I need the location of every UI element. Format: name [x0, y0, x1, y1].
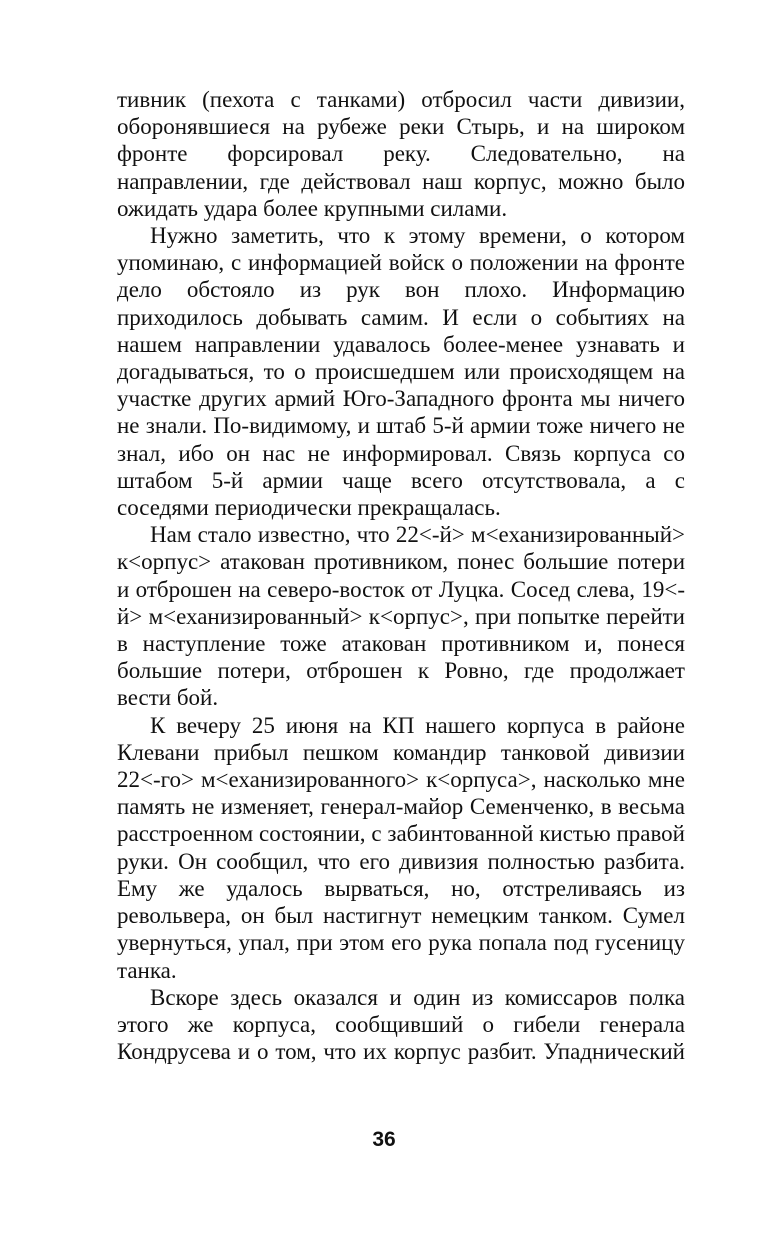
page-number: 36 — [372, 1128, 396, 1151]
paragraph-2: Нужно заметить, что к этому времени, о котором упоминаю, с информацией войск о положении на фронте дело обстояло из рук вон плохо. Информацию приходилось добывать самим. И если о событиях на нашем направлении удавалось более-менее узнавать и догадываться, то о происшедшем или происходящем на участке других армий Юго-Западного фронта мы ничего не знали. По-видимому, и штаб 5-й армии тоже ничего не знал, ибо он нас не информировал. Связь корпуса со штабом 5-й армии чаще всего отсутствовала, а с соседями периодически прекращалась. — [117, 223, 685, 521]
paragraph-1: тивник (пехота с танками) отбросил части дивизии, оборонявшиеся на рубеже реки Стырь, и на широком фронте форсировал реку. Следовательно, на направлении, где действовал наш корпус, можно было ожидать удара более крупными силами. — [117, 87, 685, 221]
body-text — [117, 86, 685, 1065]
paragraph-3: Нам стало известно, что 22<-й> м<еханизированный> к<орпус> атакован противником, понес большие потери и отброшен на северо-восток от Луцка. Сосед слева, 19<-й> м<еханизированный> к<орпус>, при попытке перейти в наступление тоже атакован противником и, понеся большие потери, отброшен к Ровно, где продолжает вести бой. — [117, 522, 685, 711]
paragraph-4: К вечеру 25 июня на КП нашего корпуса в районе Клевани прибыл пешком командир танковой дивизии 22<-го> м<еханизированного> к<орпуса>, насколько мне память не изменяет, генерал-майор Семенченко, в весьма расстроенном состоянии, с забинтованной кистью правой руки. Он сообщил, что его дивизия полностью разбита. Ему же удалось вырваться, но, отстреливаясь из револьвера, он был настигнут немецким танком. Сумел увернуться, упал, при этом его рука попала под гусеницу танка. — [117, 712, 685, 983]
paragraph-5: Вскоре здесь оказался и один из комиссаров полка этого же корпуса, сообщивший о гибели генерала Кондрусева и о том, что их корпус разбит. Упаднический — [117, 984, 685, 1065]
